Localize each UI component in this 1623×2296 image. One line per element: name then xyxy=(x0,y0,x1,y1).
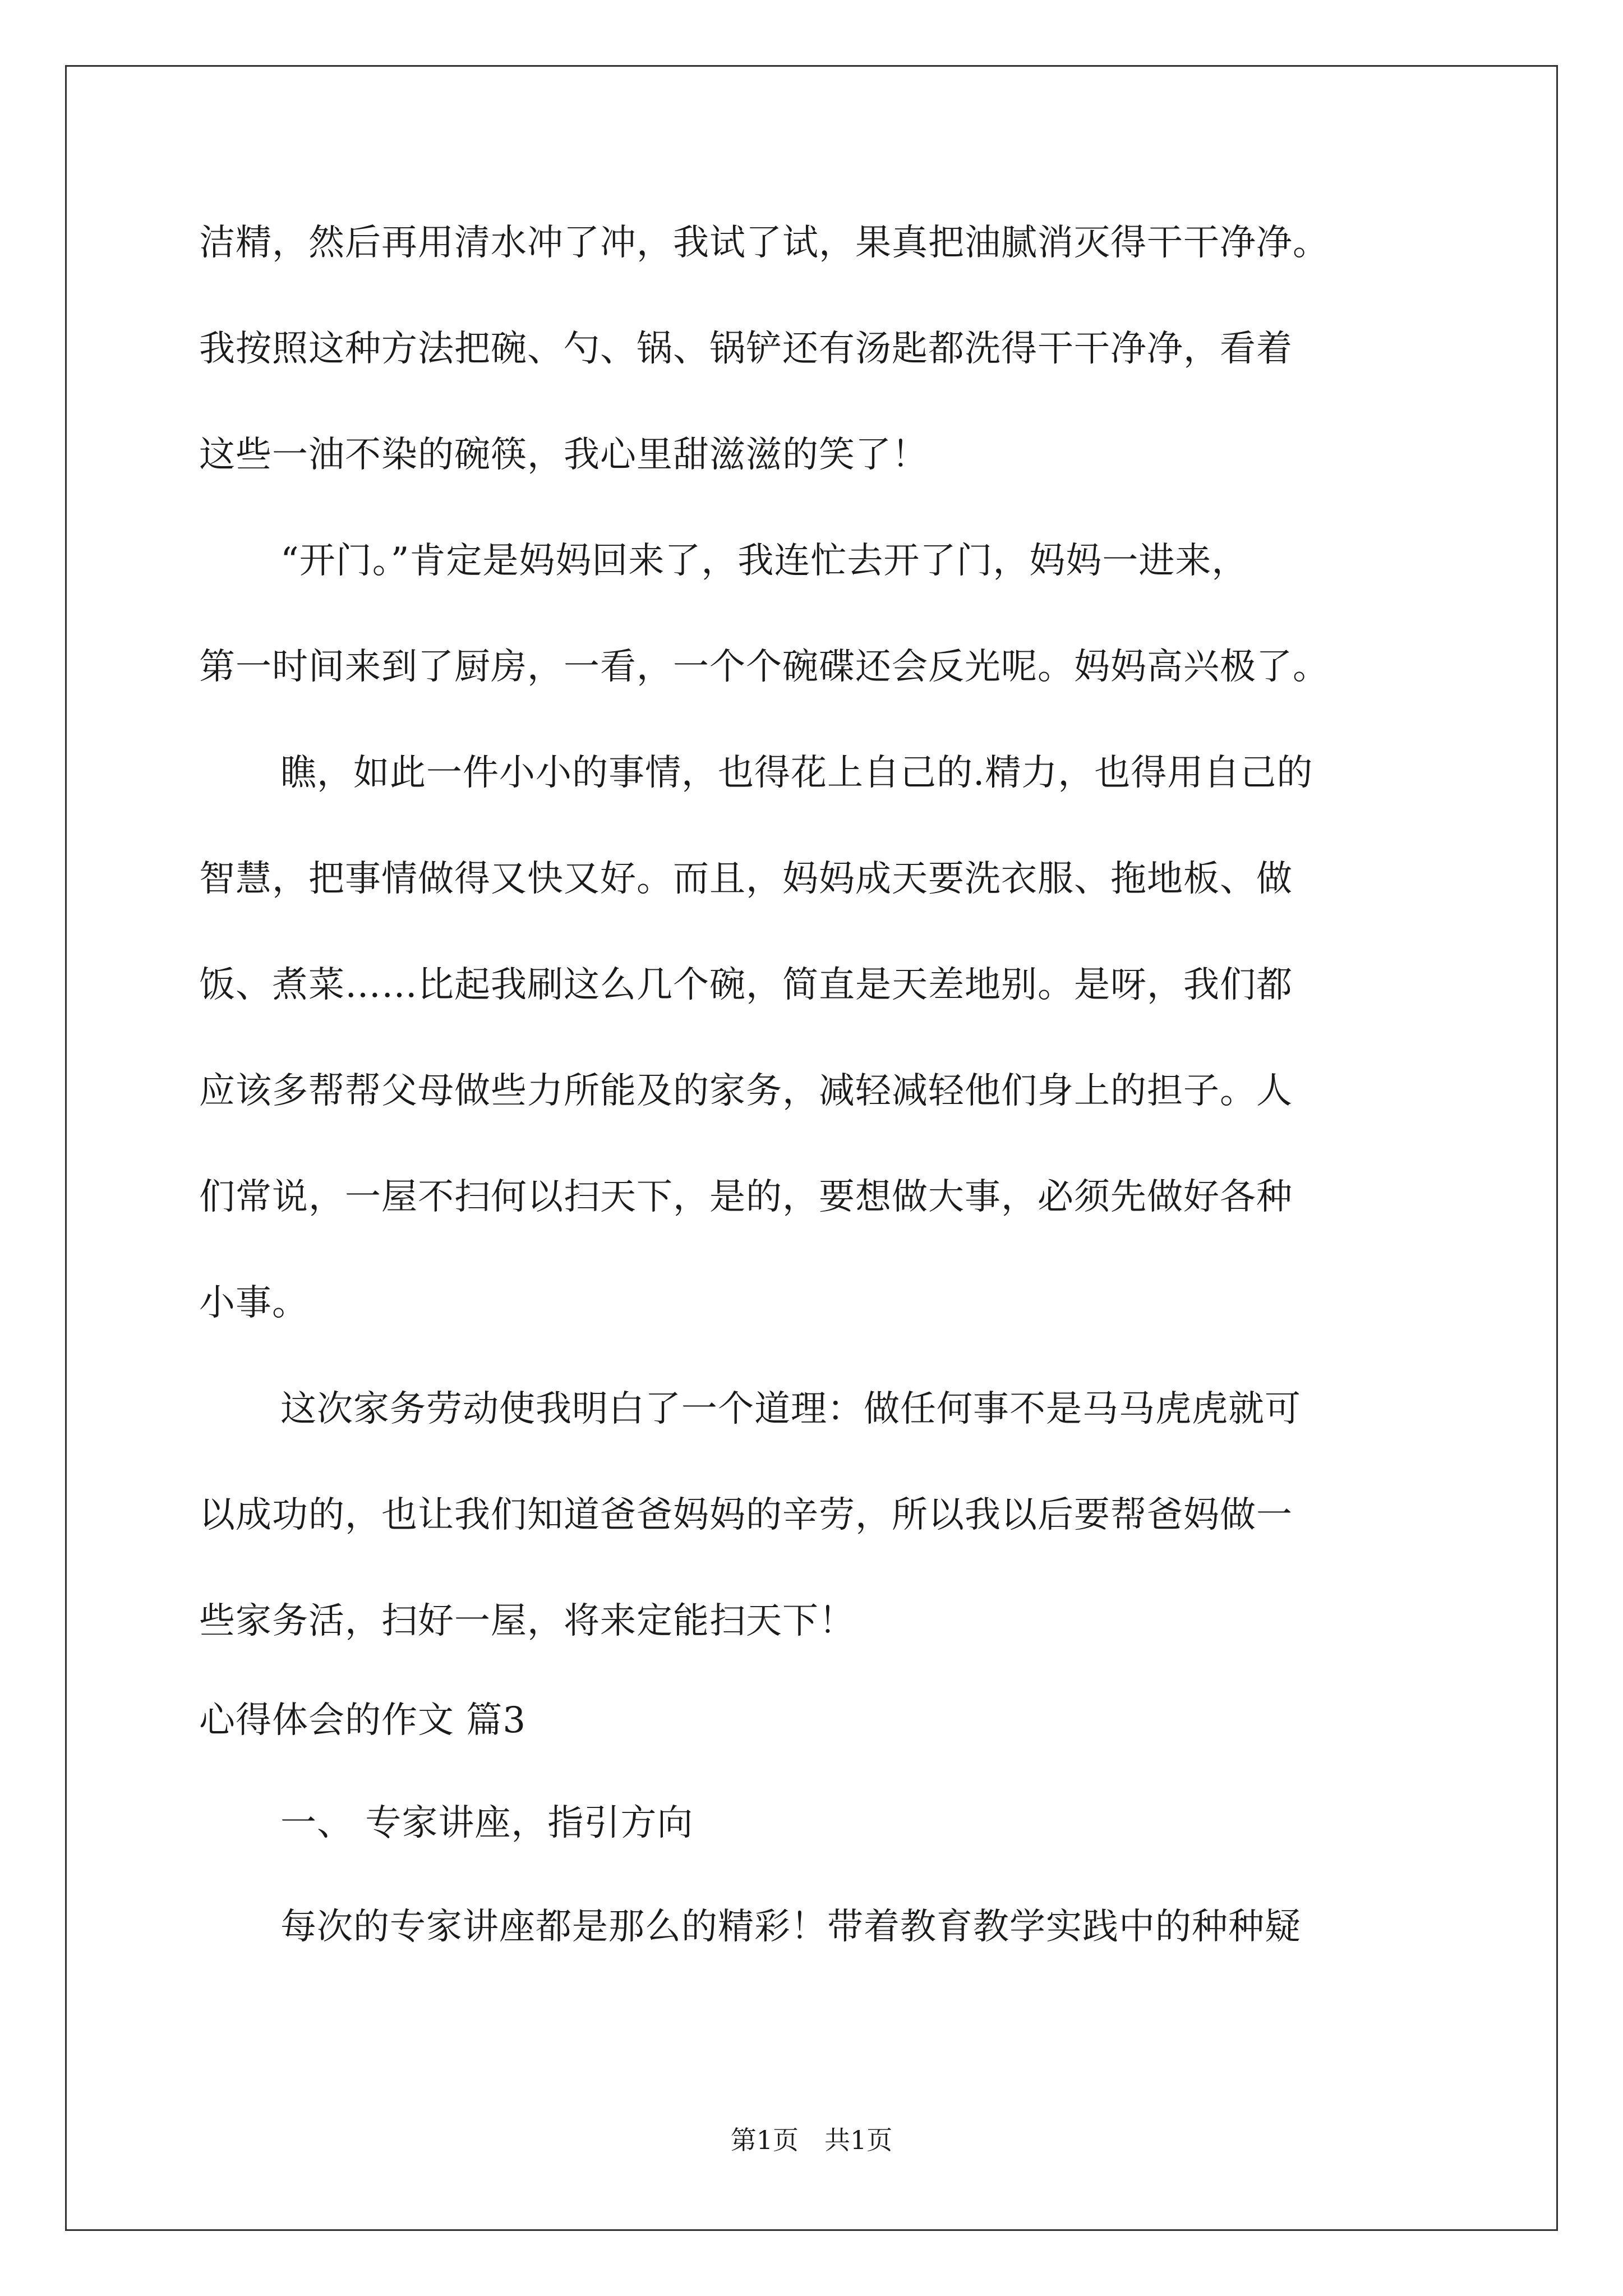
body-line-6: 瞧，如此一件小小的事情，也得花上自己的.精力，也得用自己的 xyxy=(280,752,1313,794)
body-line-12: 这次家务劳动使我明白了一个道理：做任何事不是马马虎虎就可 xyxy=(280,1388,1301,1430)
body-line-9: 应该多帮帮父母做些力所能及的家务，减轻减轻他们身上的担子。人 xyxy=(199,1070,1293,1112)
body-line-14: 些家务活，扫好一屋，将来定能扫天下！ xyxy=(199,1600,855,1642)
body-line-15: 每次的专家讲座都是那么的精彩！带着教育教学实践中的种种疑 xyxy=(280,1906,1301,1948)
body-line-7: 智慧，把事情做得又快又好。而且，妈妈成天要洗衣服、拖地板、做 xyxy=(199,858,1293,900)
subsection-heading: 一、 专家讲座，指引方向 xyxy=(280,1802,694,1844)
section-heading: 心得体会的作文 篇3 xyxy=(199,1700,527,1741)
body-line-1: 洁精，然后再用清水冲了冲，我试了试，果真把油腻消灭得干干净净。 xyxy=(199,222,1329,264)
body-line-10: 们常说，一屋不扫何以扫天下，是的，要想做大事，必须先做好各种 xyxy=(199,1176,1293,1218)
page-number-footer: 第1页 共1页 xyxy=(730,2125,893,2155)
body-line-4: “开门。”肯定是妈妈回来了，我连忙去开了门，妈妈一进来， xyxy=(280,540,1248,582)
body-line-11: 小事。 xyxy=(199,1282,308,1324)
body-line-5: 第一时间来到了厨房，一看，一个个碗碟还会反光呢。妈妈高兴极了。 xyxy=(199,646,1329,688)
body-line-13: 以成功的，也让我们知道爸爸妈妈的辛劳，所以我以后要帮爸妈做一 xyxy=(199,1494,1293,1536)
body-line-3: 这些一油不染的碗筷，我心里甜滋滋的笑了！ xyxy=(199,434,928,476)
body-line-2: 我按照这种方法把碗、勺、锅、锅铲还有汤匙都洗得干干净净，看着 xyxy=(199,328,1293,370)
body-line-8: 饭、煮菜……比起我刷这么几个碗，简直是天差地别。是呀，我们都 xyxy=(199,964,1293,1006)
